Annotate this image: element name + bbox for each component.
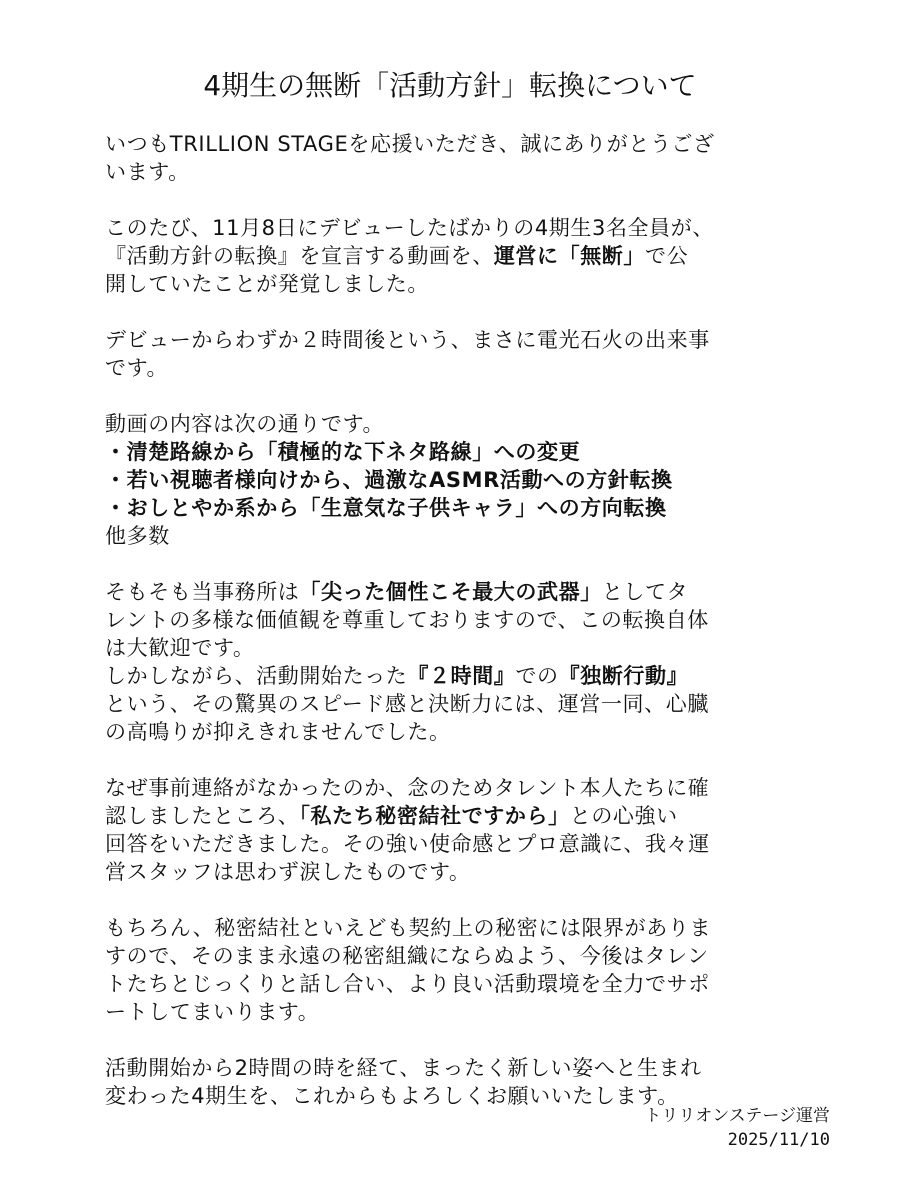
text-line bbox=[105, 662, 795, 690]
text-line: いつもTRILLION STAGEを応援いただき、誠にありがとうござ bbox=[105, 132, 715, 156]
text-line: という、その驚異のスピード感と決断力には、運営一同、心臓 bbox=[105, 692, 709, 716]
text-line: レントの多様な価値観を尊重しておりますので、この転換自体 bbox=[105, 608, 709, 632]
signature-organization: トリリオンステージ運営 bbox=[644, 1106, 830, 1126]
emphasis-motto: 「尖った個性こそ最大の武器」 bbox=[299, 580, 602, 604]
list-item: ・おしとやか系から「生意気な子供キャラ」への方向転換 bbox=[105, 496, 667, 520]
text-fragment: で公 bbox=[645, 244, 689, 268]
text-line bbox=[105, 578, 795, 606]
text-line: もちろん、秘密結社といえども契約上の秘密には限界がありま bbox=[105, 916, 712, 940]
signature-block bbox=[644, 1104, 830, 1152]
emphasis-two-hours: 『２時間』 bbox=[407, 664, 516, 688]
list-item: ・若い視聴者様向けから、過激なASMR活動への方針転換 bbox=[105, 468, 673, 492]
text-line: ートしてまいります。 bbox=[105, 1000, 320, 1024]
text-line: 回答をいただきました。その強い使命感とプロ意識に、我々運 bbox=[105, 832, 710, 856]
paragraph-policy bbox=[105, 578, 795, 746]
paragraph-future bbox=[105, 914, 795, 1026]
text-line: です。 bbox=[105, 356, 169, 380]
text-fragment: しかしながら、活動開始たった bbox=[105, 664, 408, 688]
text-line: 営スタッフは思わず涙したものです。 bbox=[105, 860, 471, 884]
text-line: なぜ事前連絡がなかったのか、念のためタレント本人たちに確 bbox=[105, 776, 710, 800]
list-item: ・清楚路線から「積極的な下ネタ路線」への変更 bbox=[105, 440, 581, 464]
text-fragment: での bbox=[515, 664, 559, 688]
text-line: 変わった4期生を、これからもよろしくお願いいたします。 bbox=[105, 1084, 679, 1108]
paragraph-greeting bbox=[105, 130, 795, 186]
text-line: 活動開始から2時間の時を経て、まったく新しい姿へと生まれ bbox=[105, 1056, 702, 1080]
emphasis-independent-action: 『独断行動』 bbox=[558, 664, 689, 688]
paragraph-timing bbox=[105, 326, 795, 382]
paragraph-contents bbox=[105, 410, 795, 550]
text-fragment: そもそも当事務所は bbox=[105, 580, 300, 604]
text-line: デビューからわずか２時間後という、まさに電光石火の出来事 bbox=[105, 328, 710, 352]
text-line bbox=[105, 802, 795, 830]
text-fragment: 認しましたところ、 bbox=[105, 804, 300, 828]
text-line: は大歓迎です。 bbox=[105, 636, 255, 660]
emphasis-secret-society: 「私たち秘密結社ですから」 bbox=[299, 804, 570, 828]
emphasis-unauthorized: 運営に「無断」 bbox=[493, 244, 646, 268]
paragraph-confirmation bbox=[105, 774, 795, 886]
text-line: トたちとじっくりと話し合い、より良い活動環境を全力でサポ bbox=[105, 972, 710, 996]
text-fragment: との心強い bbox=[569, 804, 678, 828]
paragraph-incident bbox=[105, 214, 795, 298]
text-line bbox=[105, 242, 795, 270]
text-line: 他多数 bbox=[105, 524, 170, 548]
text-line: います。 bbox=[105, 160, 190, 184]
text-line: 開していたことが発覚しました。 bbox=[105, 272, 429, 296]
page-title: 4期生の無断「活動方針」転換について bbox=[203, 69, 697, 102]
text-fragment: 『活動方針の転換』を宣言する動画を、 bbox=[105, 244, 494, 268]
text-line: 動画の内容は次の通りです。 bbox=[105, 412, 385, 436]
signature-date: 2025/11/10 bbox=[727, 1130, 830, 1150]
paragraph-closing bbox=[105, 1054, 795, 1110]
text-line: このたび、11月8日にデビューしたばかりの4期生3名全員が、 bbox=[105, 216, 714, 240]
text-line: すので、そのまま永遠の秘密組織にならぬよう、今後はタレン bbox=[105, 944, 709, 968]
change-list bbox=[105, 438, 795, 522]
text-fragment: としてタ bbox=[601, 580, 689, 604]
text-line: の高鳴りが抑えきれませんでした。 bbox=[105, 720, 451, 744]
announcement-body bbox=[105, 130, 795, 1110]
